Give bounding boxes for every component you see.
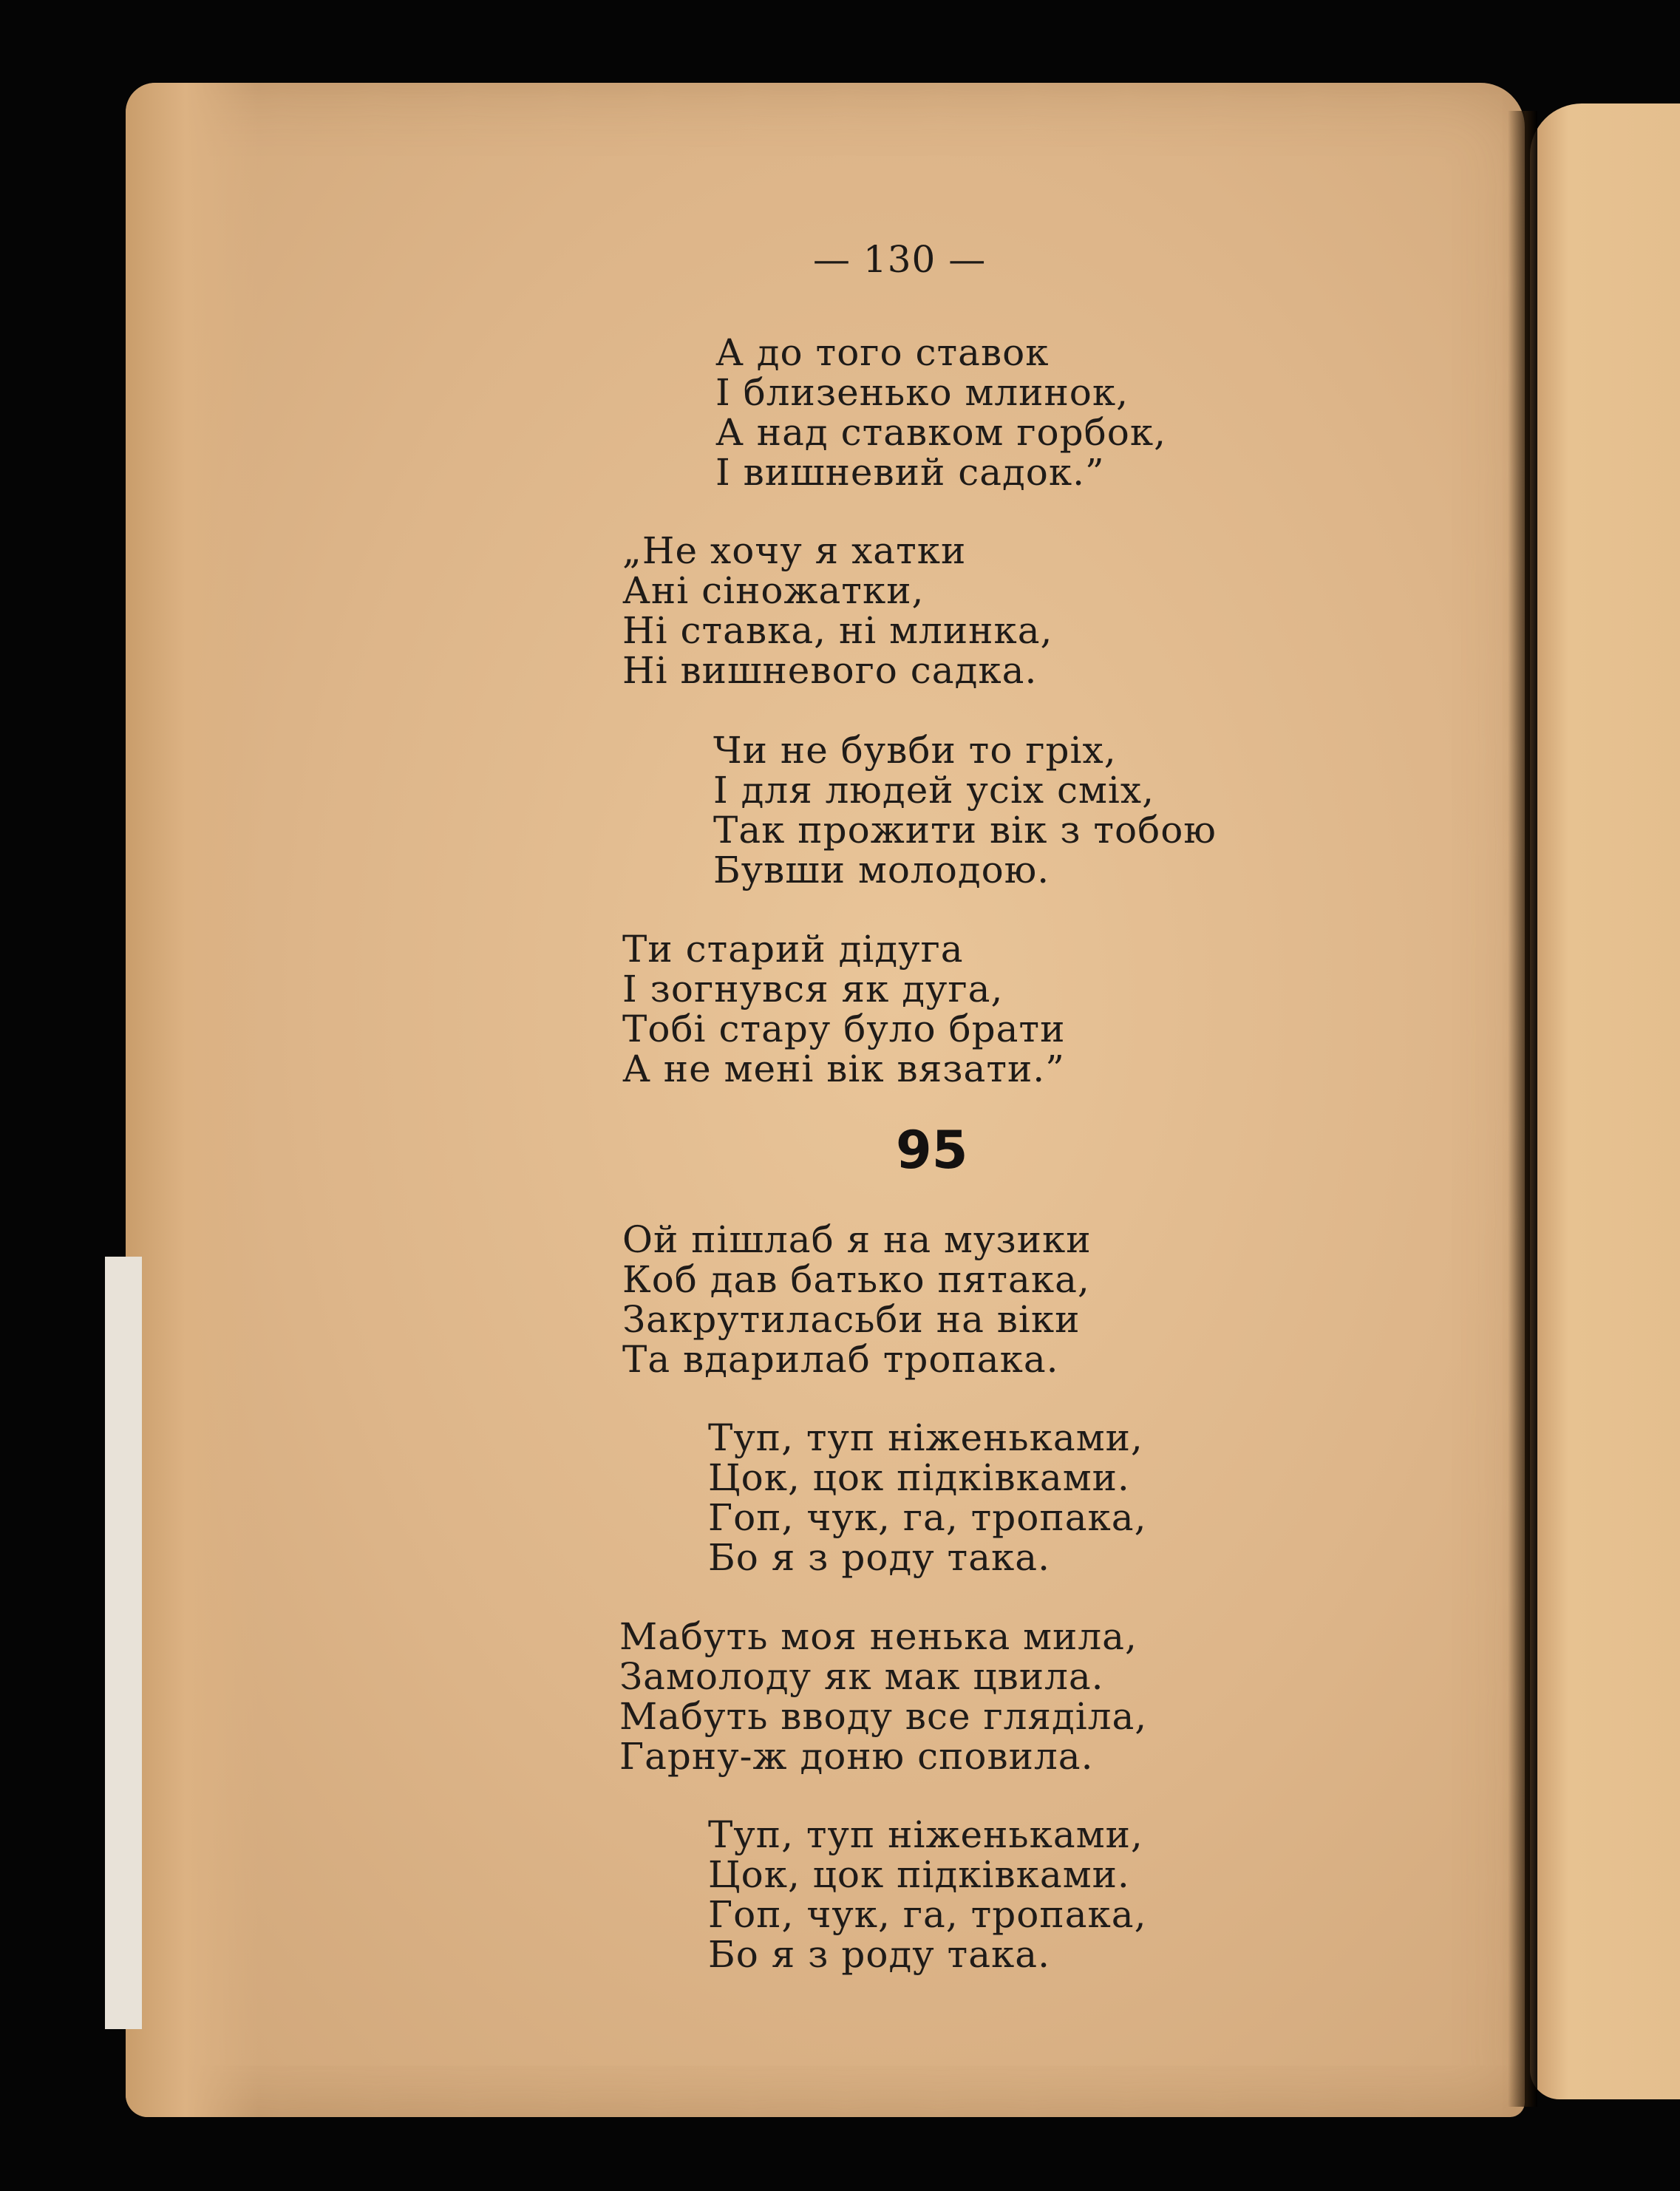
poem-line: Тобі стару було брати	[622, 1008, 1066, 1050]
poem-stanza-1	[715, 333, 1166, 492]
song-line: Гарну-ж доню сповила.	[619, 1735, 1094, 1778]
poem-stanza-3	[713, 730, 1217, 890]
song-line: Туп, туп ніженьками,	[708, 1813, 1143, 1856]
song-line: Бо я з роду така.	[708, 1933, 1050, 1976]
poem-line: Ти старий дідуга	[622, 928, 964, 971]
song-line: Гоп, чук, га, тропака,	[708, 1496, 1147, 1539]
song-line: Туп, туп ніженьками,	[708, 1416, 1143, 1459]
song-line: Мабуть моя ненька мила,	[619, 1615, 1137, 1658]
page-number: — 130 —	[813, 238, 987, 281]
poem-line: А над ставком горбок,	[715, 411, 1166, 454]
poem-line: І для людей усіх сміх,	[713, 769, 1154, 812]
song-line: Та вдарилаб тропака.	[622, 1338, 1059, 1381]
poem-line: І зогнувся як дуга,	[622, 968, 1004, 1010]
poem-line: Ані сіножатки,	[622, 569, 925, 612]
poem-stanza-4	[622, 929, 1065, 1089]
song-line: Бо я з роду така.	[708, 1536, 1050, 1579]
song-line: Замолоду як мак цвила.	[619, 1655, 1104, 1698]
song-line: Цок, цок підківками.	[708, 1456, 1130, 1499]
song-number: 95	[896, 1120, 968, 1181]
page-stack-edge	[126, 83, 259, 2117]
next-page-edge	[1530, 103, 1680, 2099]
poem-line: „Не хочу я хатки	[622, 529, 967, 572]
poem-line: І близенько млинок,	[715, 371, 1129, 414]
poem-line: Так прожити вік з тобою	[713, 809, 1217, 852]
song-stanza-4	[708, 1815, 1146, 1974]
book-gutter	[1508, 111, 1537, 2107]
poem-stanza-2	[622, 531, 1052, 690]
song-line: Ой пішлаб я на музики	[622, 1218, 1092, 1261]
poem-line: А не мені вік вязати.”	[622, 1047, 1065, 1090]
song-line: Мабуть вводу все гляділа,	[619, 1695, 1148, 1738]
poem-line: І вишневий садок.”	[715, 451, 1105, 494]
song-line: Коб дав батько пятака,	[622, 1258, 1090, 1301]
song-line: Закрутиласьби на віки	[622, 1298, 1081, 1341]
song-stanza-1	[622, 1220, 1092, 1379]
song-stanza-2	[708, 1418, 1146, 1577]
paper-strip	[105, 1257, 142, 2029]
poem-line: Чи не бувби то гріх,	[713, 729, 1117, 772]
poem-line: Ні ставка, ні млинка,	[622, 609, 1053, 652]
poem-line: Ні вишневого садка.	[622, 649, 1038, 692]
song-line: Гоп, чук, га, тропака,	[708, 1893, 1147, 1936]
poem-line: А до того ставок	[715, 331, 1050, 374]
poem-line: Бувши молодою.	[713, 849, 1050, 891]
song-stanza-3	[619, 1617, 1147, 1776]
song-line: Цок, цок підківками.	[708, 1853, 1130, 1896]
